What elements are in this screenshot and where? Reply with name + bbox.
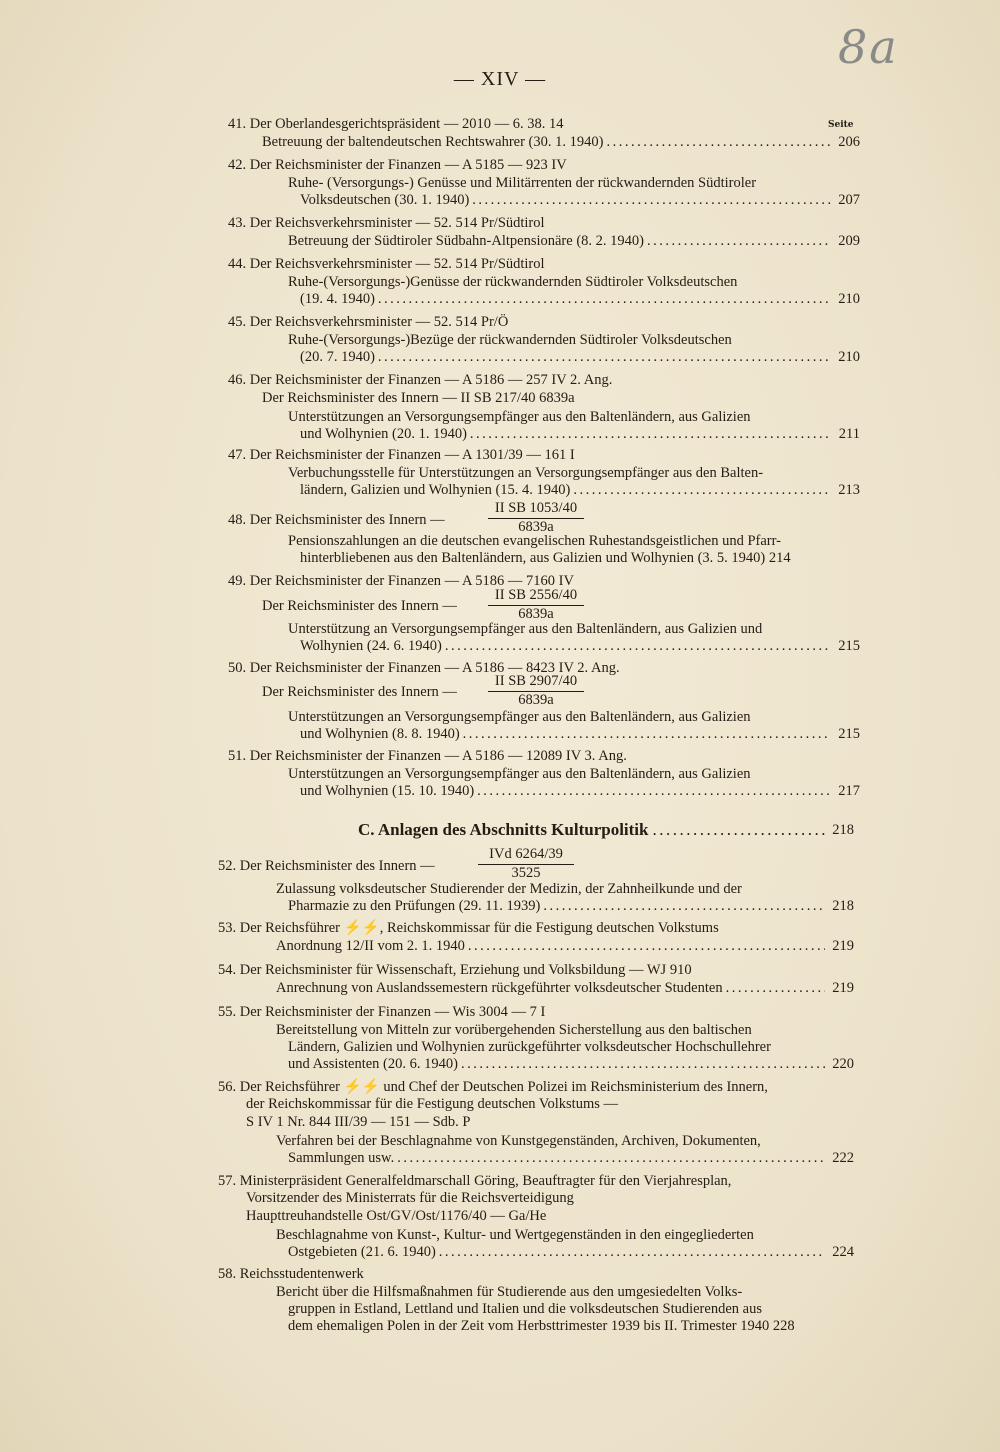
entry-44-page: 210: [838, 291, 860, 307]
entry-57-title-line2: Ostgebieten (21. 6. 1940) ..... 224: [288, 1244, 854, 1261]
entry-47-heading: 47. Der Reichsminister der Finanzen — A 1301/39 — 161 I: [228, 447, 575, 463]
entry-46-heading: 46. Der Reichsminister der Finanzen — A 5186 — 257 IV 2. Ang.: [228, 372, 613, 388]
entry-45-title-line2: (20. 7. 1940) ..... 210: [300, 349, 860, 366]
entry-55-title-line2: Ländern, Galizien und Wolhynien zurückgeführter volksdeutscher Hochschullehrer: [288, 1039, 771, 1055]
fraction-numerator: IVd 6264/39: [478, 846, 574, 865]
entry-51-title-line2: und Wolhynien (15. 10. 1940) ..... 217: [300, 783, 860, 800]
fraction-denominator: 6839a: [518, 519, 554, 535]
entry-57-heading3: Haupttreuhandstelle Ost/GV/Ost/1176/40 — Ga/He: [246, 1208, 547, 1224]
fraction-denominator: 6839a: [518, 606, 554, 622]
entry-57-heading2: Vorsitzender des Ministerrats für die Reichsverteidigung: [246, 1190, 574, 1206]
entry-47-page: 213: [838, 482, 860, 498]
entry-58-title-line2: gruppen in Estland, Lettland und Italien und die volksdeutschen Studierenden aus: [288, 1301, 762, 1317]
entry-42-title-line1: Ruhe- (Versorgungs-) Genüsse und Militärrenten der rückwandernden Südtiroler: [288, 175, 757, 191]
entry-56-heading: 56. Der Reichsführer ⚡⚡ und Chef der Deutschen Polizei im Reichsministerium des Innern,: [218, 1079, 768, 1095]
entry-56-page: 222: [832, 1150, 854, 1166]
section-c-heading: C. Anlagen des Abschnitts Kulturpolitik ..... 218: [358, 820, 854, 840]
entry-49-page: 215: [838, 638, 860, 654]
entry-52-title-line2: Pharmazie zu den Prüfungen (29. 11. 1939) ..... 218: [288, 898, 854, 915]
entry-51-page: 217: [838, 783, 860, 799]
entry-55-title-line3: und Assistenten (20. 6. 1940) ..... 220: [288, 1056, 854, 1073]
entry-55-page: 220: [832, 1056, 854, 1072]
page-number: — XIV —: [453, 68, 547, 90]
entry-57-title-line1: Beschlagnahme von Kunst-, Kultur- und Wertgegenständen in den eingegliederten: [276, 1227, 754, 1243]
fraction-denominator: 3525: [511, 865, 541, 881]
entry-46-title-line2: und Wolhynien (20. 1. 1940) ..... 211: [300, 426, 860, 443]
entry-51-heading: 51. Der Reichsminister der Finanzen — A 5186 — 12089 IV 3. Ang.: [228, 748, 627, 764]
entry-54-page: 219: [832, 980, 854, 996]
entry-41-page: 206: [838, 134, 860, 150]
entry-58-title-line3: dem ehemaligen Polen in der Zeit vom Herbsttrimester 1939 bis II. Trimester 1940 228: [288, 1318, 795, 1334]
entry-56-title-line1: Verfahren bei der Beschlagnahme von Kunstgegenständen, Archiven, Dokumenten,: [276, 1133, 761, 1149]
entry-46-heading2: Der Reichsminister des Innern — II SB 217/40 6839a: [262, 390, 575, 406]
entry-48-title-line1: Pensionszahlungen an die deutschen evangelischen Ruhestandsgeistlichen und Pfarr-: [288, 533, 781, 549]
entry-43-page: 209: [838, 233, 860, 249]
entry-46-page: 211: [838, 426, 860, 442]
entry-42-title-line2: Volksdeutschen (30. 1. 1940) ..... 207: [300, 192, 860, 209]
entry-44-title-line2: (19. 4. 1940) ..... 210: [300, 291, 860, 308]
section-c-page: 218: [832, 822, 854, 838]
entry-49-heading: 49. Der Reichsminister der Finanzen — A 5186 — 7160 IV: [228, 573, 574, 589]
entry-44-title-line1: Ruhe-(Versorgungs-)Genüsse der rückwandernden Südtiroler Volksdeutschen: [288, 274, 738, 290]
entry-54-heading: 54. Der Reichsminister für Wissenschaft, Erziehung und Volksbildung — WJ 910: [218, 962, 692, 978]
entry-52-title-line1: Zulassung volksdeutscher Studierender der Medizin, der Zahnheilkunde und der: [276, 881, 742, 897]
entry-47-title-line2: ländern, Galizien und Wolhynien (15. 4. 1940) ..... 213: [300, 482, 860, 499]
entry-47-title-line1: Verbuchungsstelle für Unterstützungen an Versorgungsempfänger aus den Balten-: [288, 465, 764, 481]
entry-50-heading: 50. Der Reichsminister der Finanzen — A 5186 — 8423 IV 2. Ang.: [228, 660, 620, 676]
entry-55-heading: 55. Der Reichsminister der Finanzen — Wis 3004 — 7 I: [218, 1004, 546, 1020]
fraction-numerator: II SB 2907/40: [488, 673, 584, 692]
fraction-numerator: II SB 1053/40: [488, 500, 584, 519]
entry-50-title-line1: Unterstützungen an Versorgungsempfänger aus den Baltenländern, aus Galizien: [288, 709, 751, 725]
entry-48-heading: 48. Der Reichsminister des Innern —: [228, 512, 445, 528]
entry-55-title-line1: Bereitstellung von Mitteln zur vorübergehenden Sicherstellung aus den baltischen: [276, 1022, 752, 1038]
entry-56-heading2: der Reichskommissar für die Festigung deutschen Volkstums —: [246, 1096, 619, 1112]
entry-49-heading2: Der Reichsminister des Innern —: [262, 598, 457, 614]
entry-57-heading: 57. Ministerpräsident Generalfeldmarschall Göring, Beauftragter für den Vierjahresplan,: [218, 1173, 732, 1189]
entry-43-heading: 43. Der Reichsverkehrsminister — 52. 514 Pr/Südtirol: [228, 215, 545, 231]
entry-49-title-line2: Wolhynien (24. 6. 1940) ..... 215: [300, 638, 860, 655]
entry-49-reference-fraction: [488, 587, 584, 623]
entry-50-page: 215: [838, 726, 860, 742]
entry-48-title-line2: hinterbliebenen aus den Baltenländern, aus Galizien und Wolhynien (3. 5. 1940) 214: [300, 550, 791, 566]
entry-42-heading: 42. Der Reichsminister der Finanzen — A 5185 — 923 IV: [228, 157, 567, 173]
entry-48-page: 214: [768, 550, 791, 566]
entry-50-heading2: Der Reichsminister des Innern —: [262, 684, 457, 700]
entry-41-title: Betreuung der baltendeutschen Rechtswahrer (30. 1. 1940) ..... 206: [262, 134, 860, 151]
entry-49-title-line1: Unterstützung an Versorgungsempfänger aus den Baltenländern, aus Galizien und: [288, 621, 763, 637]
entry-41-heading: 41. Der Oberlandesgerichtspräsident — 2010 — 6. 38. 14: [228, 116, 564, 132]
entry-48-reference-fraction: [488, 500, 584, 536]
seite-column-label: Seite: [828, 120, 854, 130]
fraction-numerator: II SB 2556/40: [488, 587, 584, 606]
entry-42-page: 207: [838, 192, 860, 208]
entry-50-title-line2: und Wolhynien (8. 8. 1940) ..... 215: [300, 726, 860, 743]
entry-58-heading: 58. Reichsstudentenwerk: [218, 1266, 364, 1282]
entry-58-title-line1: Bericht über die Hilfsmaßnahmen für Studierende aus den umgesiedelten Volks-: [276, 1284, 743, 1300]
entry-52-reference-fraction: [478, 846, 574, 882]
entry-46-title-line1: Unterstützungen an Versorgungsempfänger aus den Baltenländern, aus Galizien: [288, 409, 751, 425]
entry-44-heading: 44. Der Reichsverkehrsminister — 52. 514 Pr/Südtirol: [228, 256, 545, 272]
entry-58-page: 228: [772, 1318, 795, 1334]
entry-43-title: Betreuung der Südtiroler Südbahn-Altpensionäre (8. 2. 1940) ..... 209: [288, 233, 860, 250]
entry-56-heading3: S IV 1 Nr. 844 III/39 — 151 — Sdb. P: [246, 1114, 471, 1130]
entry-52-heading: 52. Der Reichsminister des Innern —: [218, 858, 435, 874]
entry-45-title-line1: Ruhe-(Versorgungs-)Bezüge der rückwandernden Südtiroler Volksdeutschen: [288, 332, 732, 348]
entry-54-title: Anrechnung von Auslandssemestern rückgeführter volksdeutscher Studenten ..... 219: [276, 980, 854, 997]
entry-53-heading: 53. Der Reichsführer ⚡⚡, Reichskommissar für die Festigung deutschen Volkstums: [218, 920, 719, 936]
entry-45-page: 210: [838, 349, 860, 365]
entry-50-reference-fraction: [488, 673, 584, 709]
entry-56-title-line2: Sammlungen usw. ..... 222: [288, 1150, 854, 1167]
entry-57-page: 224: [832, 1244, 854, 1260]
entry-51-title-line1: Unterstützungen an Versorgungsempfänger aus den Baltenländern, aus Galizien: [288, 766, 751, 782]
entry-52-page: 218: [832, 898, 854, 914]
entry-53-title: Anordnung 12/II vom 2. 1. 1940 ..... 219: [276, 938, 854, 955]
fraction-denominator: 6839a: [518, 692, 554, 708]
entry-45-heading: 45. Der Reichsverkehrsminister — 52. 514 Pr/Ö: [228, 314, 509, 330]
handwritten-page-mark: 8a: [838, 20, 899, 74]
entry-53-page: 219: [832, 938, 854, 954]
